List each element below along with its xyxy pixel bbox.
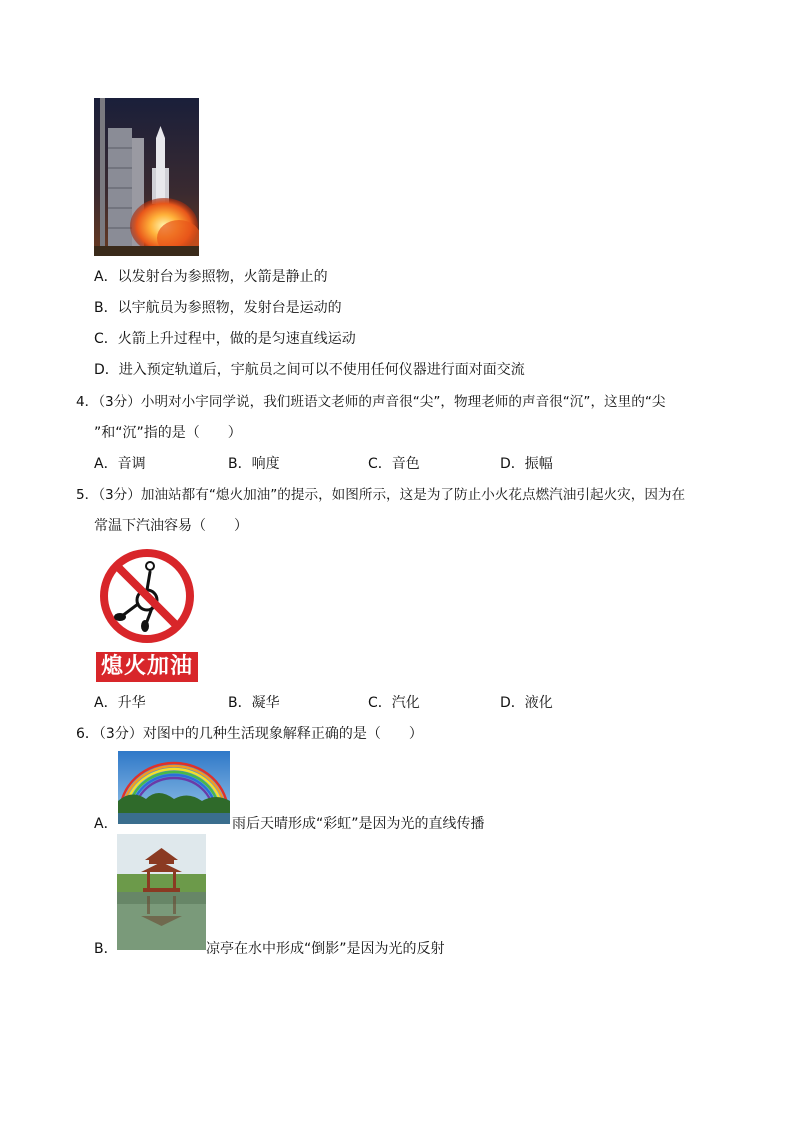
rocket-launch-image xyxy=(94,98,199,256)
q6-stem: 6．（3分）对图中的几种生活现象解释正确的是（ ） xyxy=(76,726,423,742)
no-fire-sign-label: 熄火加油 xyxy=(96,652,198,682)
q4-option-b: B．响度 xyxy=(228,456,280,472)
q3-option-a: A．以发射台为参照物，火箭是静止的 xyxy=(94,269,328,285)
q6-option-b-text: 凉亭在水中形成“倒影”是因为光的反射 xyxy=(206,941,445,957)
q4-option-c: C．音色 xyxy=(368,456,420,472)
q3-option-b: B．以宇航员为参照物，发射台是运动的 xyxy=(94,300,342,316)
q5-option-a: A．升华 xyxy=(94,695,146,711)
q6-option-a-letter: A． xyxy=(94,816,118,832)
pavilion-reflection-image xyxy=(117,834,206,950)
q5-stem-line1: 5．（3分）加油站都有“熄火加油”的提示，如图所示，这是为了防止小火花点燃汽油引起火灾，因为在 xyxy=(76,487,686,503)
q4-option-a: A．音调 xyxy=(94,456,146,472)
q6-option-b-letter: B． xyxy=(94,941,118,957)
q5-option-d: D．液化 xyxy=(500,695,553,711)
q6-option-a-text: 雨后天晴形成“彩虹”是因为光的直线传播 xyxy=(232,816,485,832)
q4-stem-line1: 4．（3分）小明对小宇同学说，我们班语文老师的声音很“尖”，物理老师的声音很“沉”，这里的“尖 xyxy=(76,394,666,410)
q5-option-b: B．凝华 xyxy=(228,695,280,711)
no-fire-sign-icon xyxy=(96,546,198,650)
rainbow-image xyxy=(118,751,230,824)
q3-option-c: C．火箭上升过程中，做的是匀速直线运动 xyxy=(94,331,356,347)
q4-option-d: D．振幅 xyxy=(500,456,553,472)
q4-stem-line2: ”和“沉”指的是（ ） xyxy=(94,425,242,441)
q3-option-d: D．进入预定轨道后，宇航员之间可以不使用任何仪器进行面对面交流 xyxy=(94,362,525,378)
q5-option-c: C．汽化 xyxy=(368,695,420,711)
q5-stem-line2: 常温下汽油容易（ ） xyxy=(94,518,248,534)
no-fire-sign-image xyxy=(96,546,198,684)
